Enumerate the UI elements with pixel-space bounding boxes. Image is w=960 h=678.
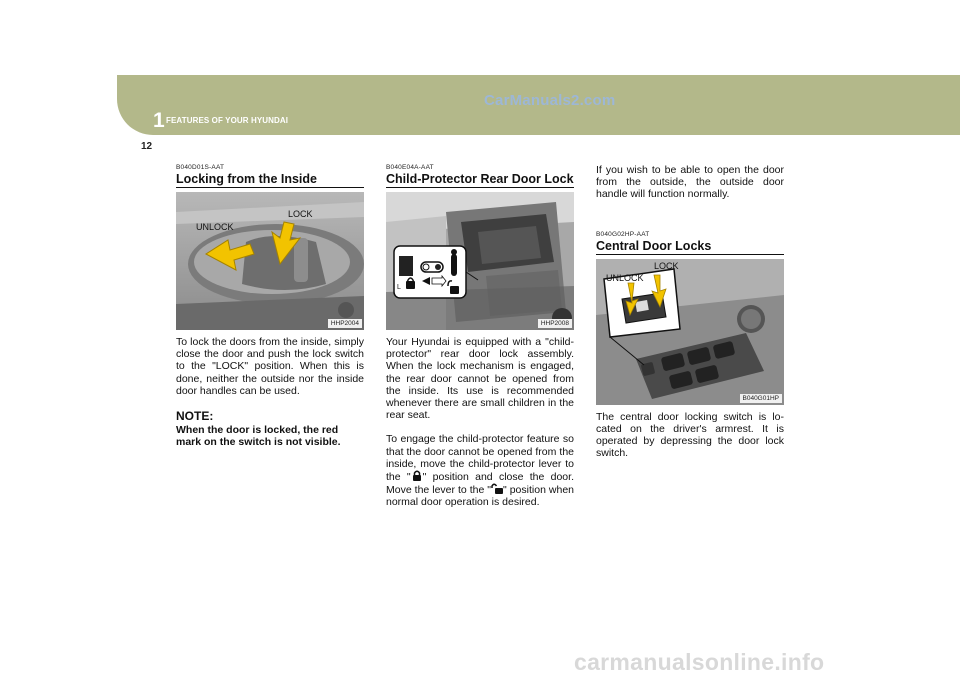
figure-code: B040G01HP <box>740 394 783 403</box>
lock-open-icon <box>491 483 503 494</box>
body-text: The central door locking switch is lo-cated on the driver's armrest. It is operated by depressing the door lock switch. <box>596 410 784 460</box>
figure-label-unlock: UNLOCK <box>606 272 644 283</box>
body-text-2 <box>386 433 574 508</box>
figure-small-label: L <box>397 284 401 291</box>
body-text-2-part-c: " position when normal door operation is desired. <box>386 484 574 509</box>
page-number: 12 <box>141 141 153 152</box>
section-code: B040G02HP-AAT <box>596 230 650 238</box>
chapter-title: FEATURES OF YOUR HYUNDAI <box>166 116 289 125</box>
figure-inside-lock <box>176 192 364 330</box>
section-title: Child-Protector Rear Door Lock <box>386 172 574 186</box>
section-locking-inside <box>176 164 364 448</box>
note-text: When the door is locked, the red mark on the switch is not visible. <box>176 424 341 449</box>
rear-door-illustration <box>386 192 574 330</box>
figure-label-unlock: UNLOCK <box>196 222 234 232</box>
door-handle-illustration <box>176 192 364 330</box>
section-code: B040D01S-AAT <box>176 164 225 171</box>
figure-label-lock: LOCK <box>288 209 313 219</box>
figure-code: HHP2008 <box>538 319 572 328</box>
figure-child-lock <box>386 192 574 330</box>
body-text-2-part-a: To engage the child-protector feature so that the door cannot be opened from the inside, move the child-protector lever to the " <box>386 433 574 484</box>
watermark-top-link[interactable]: CarManuals2.com <box>484 92 616 109</box>
intro-text: If you wish to be able to open the door from the outside, the outside door handle will function normally. <box>596 164 784 201</box>
body-text: To lock the doors from the inside, simply close the door and push the lock switch to the "LOCK" position. When this is done, neither the outside nor the inside door handles can be used. <box>176 336 364 397</box>
figure-central-locks <box>596 259 784 405</box>
section-title: Central Door Locks <box>596 239 784 255</box>
section-child-protector <box>386 164 574 509</box>
note-title: NOTE: <box>176 409 214 424</box>
watermark-bottom-link[interactable]: carmanualsonline.info <box>574 649 825 675</box>
figure-label-lock: LOCK <box>654 260 679 271</box>
chapter-number: 1 <box>153 109 165 132</box>
section-code: B040E04A-AAT <box>386 164 434 171</box>
lock-closed-icon <box>411 470 423 481</box>
section-central-locks <box>596 164 784 459</box>
figure-code: HHP2004 <box>328 319 362 328</box>
section-title: Locking from the Inside <box>176 172 364 188</box>
body-text-1: Your Hyundai is equipped with a "child-protector" rear door lock assembly. When the lock mechanism is engaged, the rear door cannot be opened from the inside. Its use is recommended whenever there are small children in the rear seat. <box>386 336 574 422</box>
body-text-2-part-b: " position and close the door. Move the lever to the " <box>386 471 574 497</box>
